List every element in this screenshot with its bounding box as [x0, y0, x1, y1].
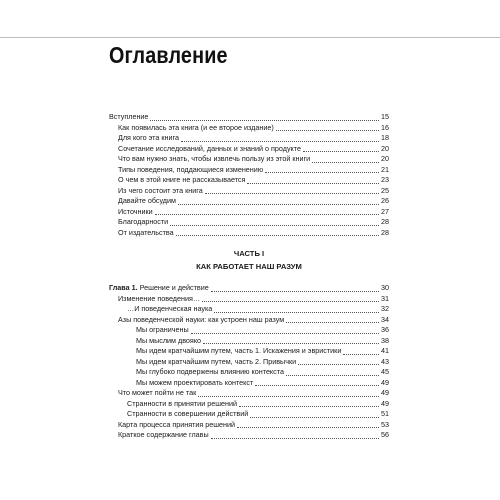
- toc-entry-label: Вступление: [109, 112, 149, 121]
- toc-entry-label: Мы можем проектировать контекст: [136, 377, 254, 387]
- toc-entry[interactable]: [109, 165, 389, 176]
- leader-dots: [343, 354, 379, 355]
- toc-entry[interactable]: [109, 388, 389, 399]
- leader-dots: [191, 333, 379, 334]
- toc-entry-page: 45: [381, 367, 389, 376]
- toc-entry[interactable]: [109, 112, 389, 123]
- leader-dots: [211, 291, 379, 292]
- leader-dots: [214, 312, 379, 313]
- toc-entry-label: …И поведенческая наука: [127, 304, 213, 313]
- toc-entry[interactable]: [109, 294, 389, 305]
- leader-dots: [298, 364, 379, 365]
- leader-dots: [250, 417, 379, 418]
- toc-entry-page: 38: [381, 335, 389, 345]
- toc-entry-page: 21: [381, 164, 389, 174]
- toc-entry-label: Что вам нужно знать, чтобы извлечь пользу из этой книги: [118, 154, 311, 163]
- leader-dots: [286, 375, 379, 376]
- toc-entry[interactable]: [109, 399, 389, 410]
- toc-entry-page: 32: [381, 304, 389, 313]
- toc-entry-page: 36: [381, 325, 389, 334]
- toc-entry-page: 49: [381, 398, 389, 408]
- toc-entry-page: 53: [381, 419, 389, 429]
- toc-entry-label: Сочетание исследований, данных и знаний о продукте: [118, 143, 301, 153]
- toc-entry[interactable]: [109, 144, 389, 155]
- leader-dots: [239, 406, 379, 407]
- toc-entry-page: 16: [381, 122, 389, 132]
- toc-entry[interactable]: [109, 367, 389, 378]
- leader-dots: [247, 183, 379, 184]
- toc-chapter-entry[interactable]: [109, 283, 389, 294]
- toc-entry-page: 26: [381, 196, 389, 205]
- page-title: Оглавление: [109, 42, 228, 68]
- leader-dots: [181, 141, 379, 142]
- toc-entry-label: Мы идем кратчайшим путем, часть 2. Привычки: [136, 356, 297, 366]
- part-number: ЧАСТЬ I: [233, 249, 265, 258]
- chapter-prefix: Глава 1.: [109, 283, 138, 292]
- toc-entry[interactable]: [109, 336, 389, 347]
- toc-entry-label: Странности в принятии решений: [127, 398, 237, 408]
- toc-entry-label: Странности в совершении действий: [127, 409, 249, 418]
- toc-entry[interactable]: [109, 420, 389, 431]
- toc-entry[interactable]: [109, 133, 389, 144]
- toc-entry[interactable]: [109, 196, 389, 207]
- toc-entry-label: От издательства: [118, 227, 174, 237]
- leader-dots: [170, 225, 379, 226]
- toc-entry-label: Мы мыслим двояко: [136, 335, 202, 345]
- toc-entry-label: Типы поведения, поддающиеся изменению: [118, 164, 264, 174]
- toc-entry-page: 28: [381, 227, 389, 237]
- leader-dots: [202, 301, 379, 302]
- toc-entry-label: Источники: [118, 206, 153, 216]
- toc-entry-label: Мы ограничены: [136, 325, 189, 334]
- toc-entry-label: Мы глубоко подвержены влиянию контекста: [136, 367, 284, 376]
- leader-dots: [237, 427, 379, 428]
- leader-dots: [312, 162, 379, 163]
- toc-entry-page: 41: [381, 346, 389, 355]
- toc-entry-label: Изменение поведения…: [118, 293, 201, 303]
- toc-entry[interactable]: [109, 346, 389, 357]
- leader-dots: [178, 204, 379, 205]
- leader-dots: [265, 172, 379, 173]
- toc-entry-page: 20: [381, 143, 389, 153]
- leader-dots: [255, 385, 379, 386]
- toc-entry-page: 15: [381, 112, 389, 121]
- toc-entry-label: Что может пойти не так: [118, 388, 197, 397]
- toc-entry-label: Благодарности: [118, 217, 169, 226]
- part-title: КАК РАБОТАЕТ НАШ РАЗУМ: [196, 262, 302, 271]
- toc-entry-page: 18: [381, 133, 389, 142]
- toc-entry-label: Краткое содержание главы: [118, 430, 209, 439]
- leader-dots: [176, 235, 379, 236]
- header-rule: [0, 37, 500, 38]
- toc-entry[interactable]: [109, 207, 389, 218]
- toc-entry[interactable]: [109, 175, 389, 186]
- toc-entry[interactable]: [109, 304, 389, 315]
- toc-entry[interactable]: [109, 409, 389, 420]
- toc-entry-page: 51: [381, 409, 389, 418]
- toc-entry-label: О чем в этой книге не рассказывается: [118, 175, 246, 184]
- toc-entry-page: 43: [381, 356, 389, 366]
- toc-entry-page: 27: [381, 206, 389, 216]
- toc-entry-label: [109, 283, 210, 294]
- toc-entry-page: 31: [381, 293, 389, 303]
- toc-entry[interactable]: [109, 217, 389, 228]
- leader-dots: [203, 343, 379, 344]
- toc-entry-page: 56: [381, 430, 389, 439]
- toc-entry-page: 20: [381, 154, 389, 163]
- toc-entry-page: 49: [381, 388, 389, 397]
- leader-dots: [155, 214, 379, 215]
- leader-dots: [198, 396, 379, 397]
- toc-entry-label: Из чего состоит эта книга: [118, 185, 203, 195]
- toc-entry-page: 28: [381, 217, 389, 226]
- leader-dots: [150, 120, 379, 121]
- toc-entry[interactable]: [109, 186, 389, 197]
- toc-entry[interactable]: [109, 430, 389, 441]
- toc-entry-page: 25: [381, 185, 389, 195]
- toc-entry[interactable]: [109, 378, 389, 389]
- toc-entry-page: 49: [381, 377, 389, 387]
- toc-entry-page: 30: [381, 283, 389, 292]
- toc-entry[interactable]: [109, 325, 389, 336]
- chapter-title: Решение и действие: [139, 283, 209, 292]
- leader-dots: [303, 151, 379, 152]
- toc-entry[interactable]: [109, 123, 389, 134]
- leader-dots: [286, 322, 379, 323]
- leader-dots: [211, 438, 379, 439]
- toc-entry[interactable]: [109, 154, 389, 165]
- toc-entry[interactable]: [109, 357, 389, 368]
- toc-entry-label: Мы идем кратчайшим путем, часть 1. Искажения и эвристики: [136, 346, 342, 355]
- toc-entry[interactable]: [109, 228, 389, 239]
- toc-entry[interactable]: [109, 315, 389, 326]
- toc-entry-label: Карта процесса принятия решений: [118, 419, 236, 429]
- leader-dots: [205, 193, 379, 194]
- leader-dots: [276, 130, 379, 131]
- toc-entry-label: Азы поведенческой науки: как устроен наш разум: [118, 314, 285, 324]
- toc-entry-label: Давайте обсудим: [118, 196, 176, 205]
- toc-entry-label: Для кого эта книга: [118, 133, 179, 142]
- toc-entry-label: Как появилась эта книга (и ее второе издание): [118, 122, 274, 132]
- toc-entry-page: 34: [381, 314, 389, 324]
- toc-intro-list: [109, 112, 389, 238]
- toc-chapter-list: [109, 283, 389, 441]
- toc-entry-page: 23: [381, 175, 389, 184]
